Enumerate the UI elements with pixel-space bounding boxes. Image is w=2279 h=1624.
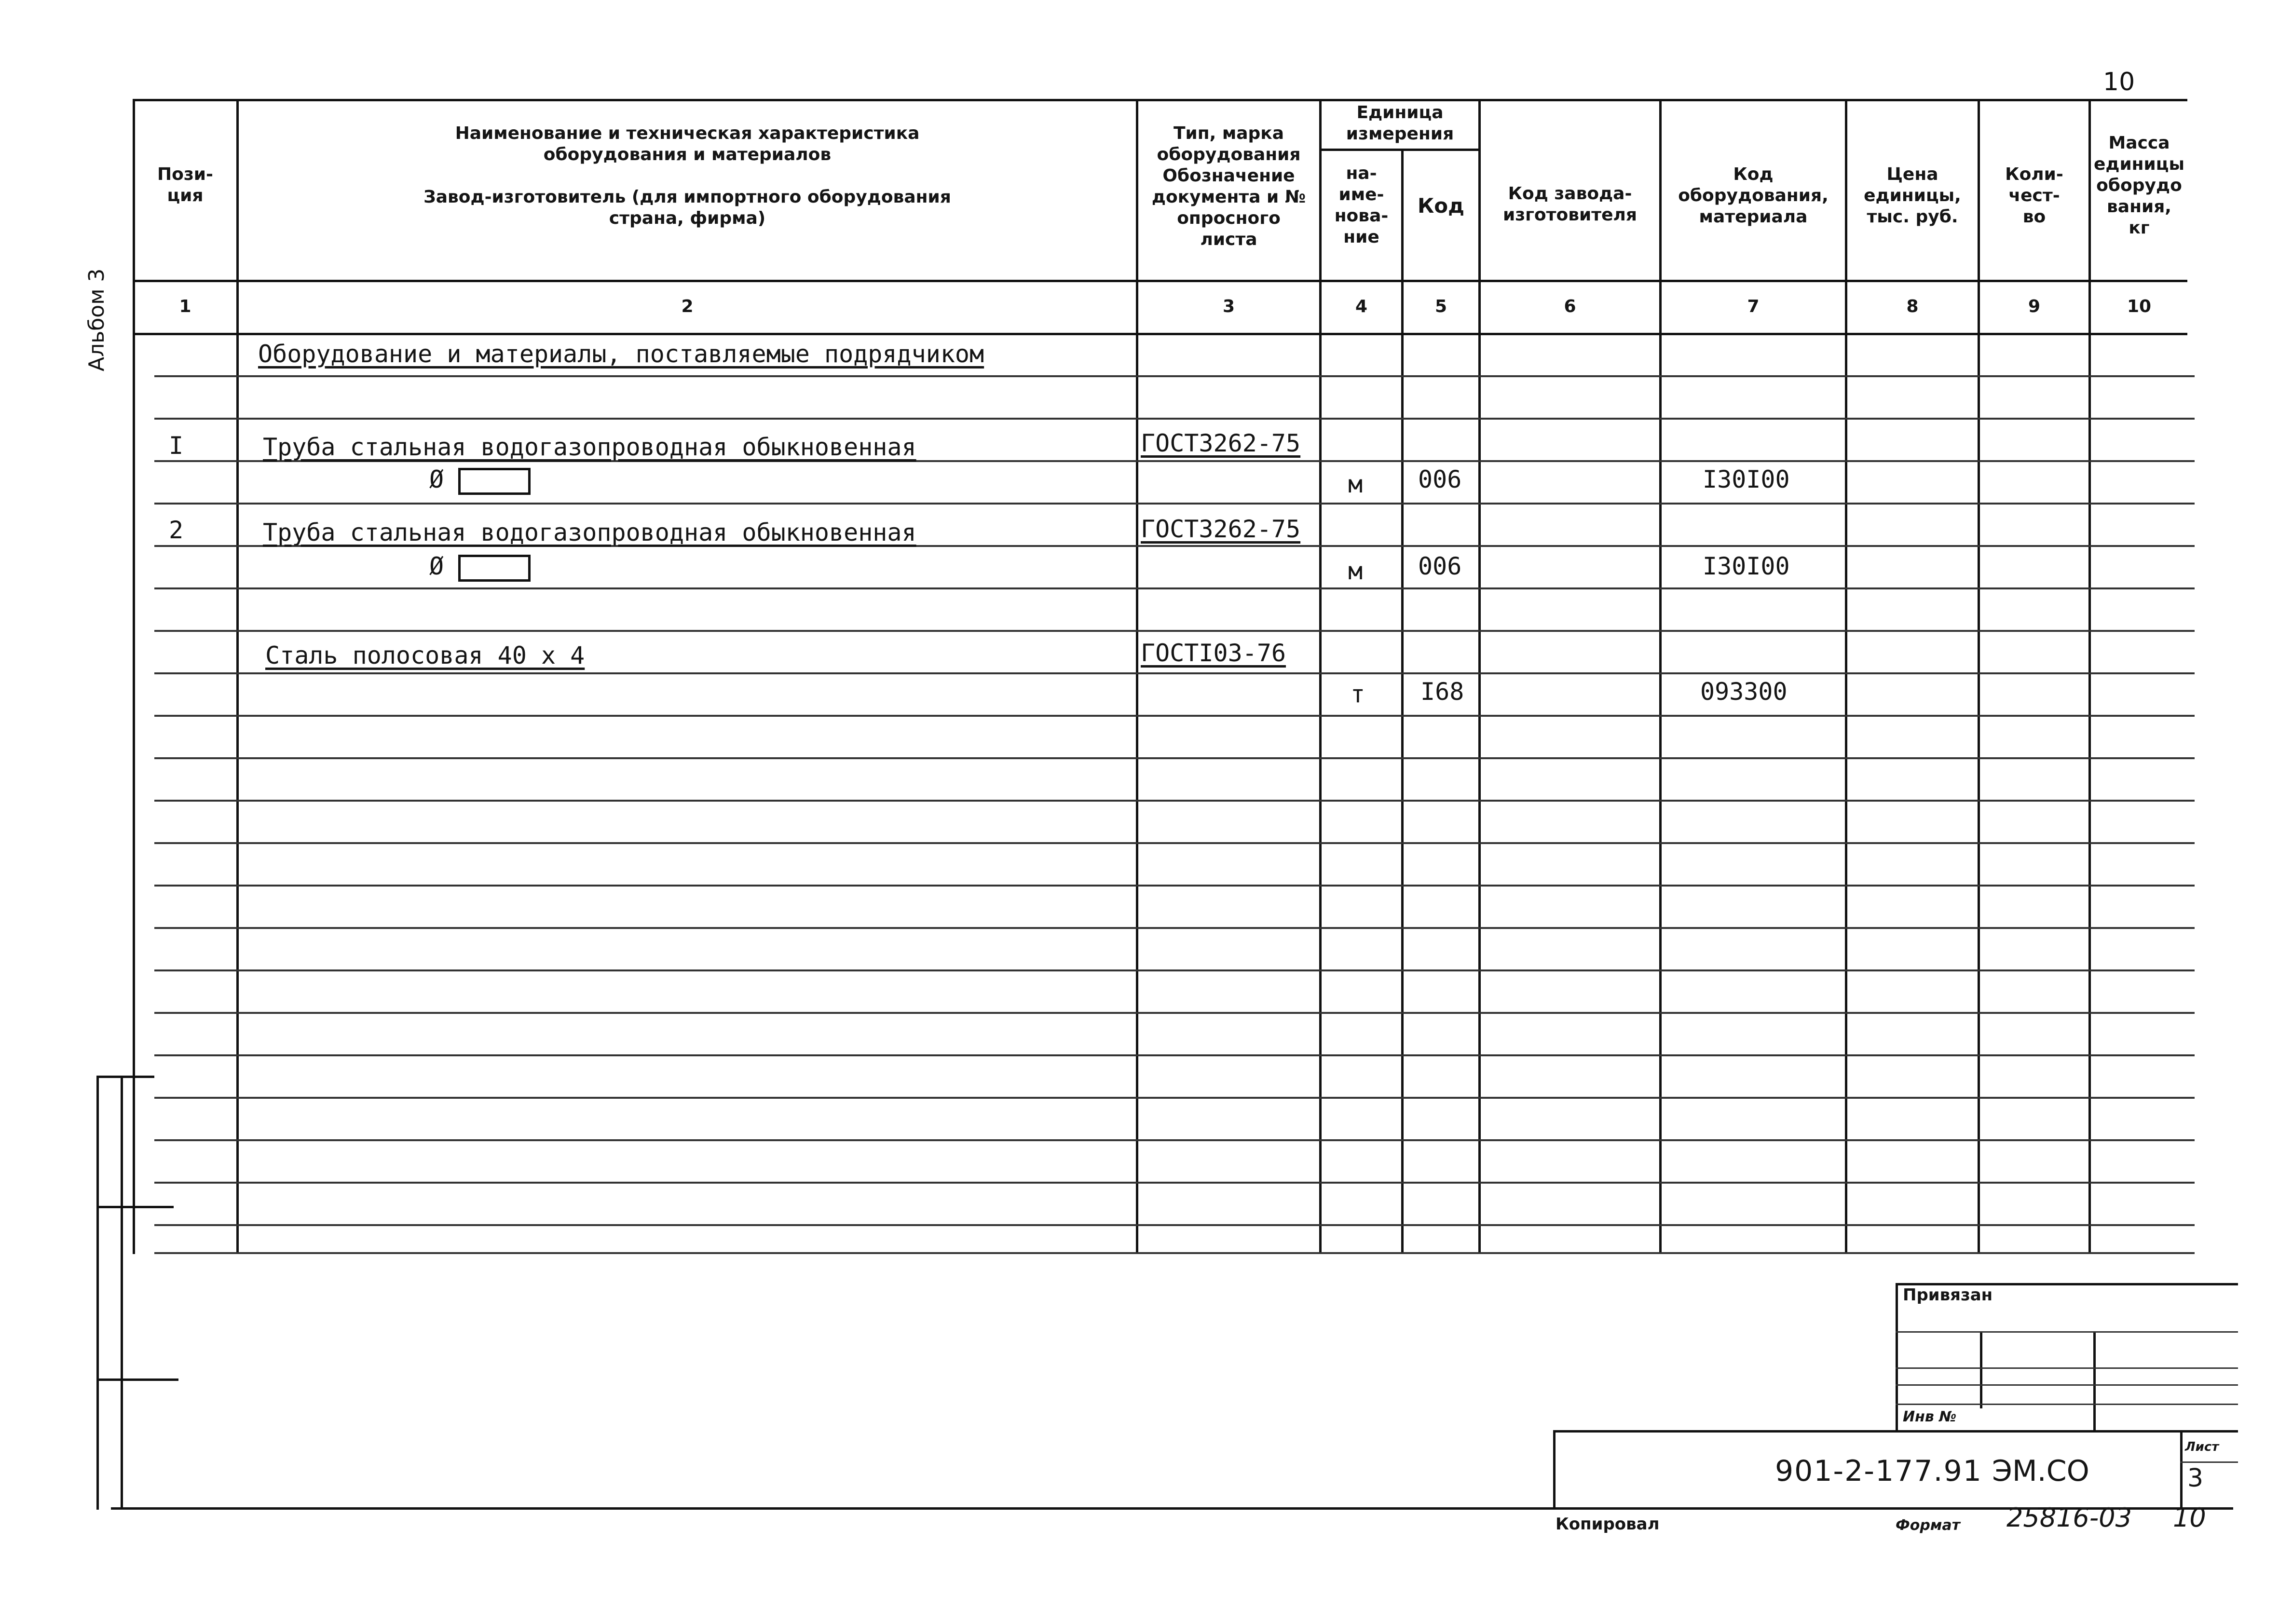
- document-code: 901-2-177.91: [1775, 1454, 1982, 1488]
- col-border-8: [1978, 99, 1980, 1254]
- row-line: [154, 927, 2195, 929]
- document-suffix: ЭМ.СО: [1992, 1454, 2089, 1488]
- column-number: 3: [1222, 297, 1235, 316]
- item2-unit: м: [1348, 557, 1363, 585]
- stamp-line: [1896, 1384, 2238, 1386]
- item2-position: 2: [169, 516, 184, 544]
- row-line: [154, 1012, 2195, 1014]
- row-line: [154, 672, 2195, 674]
- copied-label: Копировал: [1556, 1515, 1660, 1534]
- unit-subheader-divider: [1319, 149, 1478, 151]
- item1-doc: ГОСТ3262-75: [1141, 429, 1301, 457]
- column-number: 9: [2028, 297, 2041, 316]
- format-label: Формат: [1896, 1517, 1960, 1534]
- col-border-2: [1136, 99, 1138, 1254]
- column-number: 2: [681, 297, 694, 316]
- item1-name: Труба стальная водогазопроводная обыкновенная: [263, 433, 916, 461]
- archive-number: 25816-03: [2006, 1502, 2132, 1533]
- diameter-symbol: Ø: [429, 552, 444, 580]
- header-quantity: Коли- чест- во: [2005, 164, 2063, 227]
- item1-diameter: [429, 465, 531, 495]
- col-border-left: [133, 99, 135, 1254]
- row-line: [154, 842, 2195, 844]
- row-line: [154, 587, 2195, 589]
- header-factory-code: Код завода- изготовителя: [1502, 184, 1638, 225]
- column-number: 6: [1564, 297, 1576, 316]
- header-price: Цена единицы, тыс. руб.: [1864, 164, 1961, 227]
- item1-position: I: [169, 432, 184, 460]
- diameter-symbol: Ø: [429, 465, 444, 493]
- item3-material-code: 093300: [1700, 678, 1788, 706]
- row-line: [154, 418, 2195, 420]
- stamp-line: [2093, 1331, 2096, 1433]
- col-border-7: [1845, 99, 1847, 1254]
- number-row-border: [133, 333, 2187, 335]
- row-line: [154, 1139, 2195, 1141]
- stamp-line: [1553, 1430, 1556, 1510]
- row-line: [154, 715, 2195, 717]
- row-line: [154, 1224, 2195, 1226]
- sheet-number: 3: [2187, 1464, 2204, 1493]
- item3-name: Сталь полосовая 40 х 4: [265, 641, 585, 669]
- column-number: 7: [1747, 297, 1760, 316]
- stamp-line: [1896, 1404, 2238, 1405]
- row-line: [154, 1054, 2195, 1056]
- row-line: [154, 503, 2195, 505]
- archive-page: 10: [2173, 1502, 2206, 1533]
- item2-code: 006: [1418, 552, 1462, 580]
- item2-name: Труба стальная водогазопроводная обыкновенная: [263, 519, 916, 546]
- table-top-border: [133, 99, 2187, 101]
- stamp-line: [1980, 1331, 1982, 1408]
- inventory-label: Инв №: [1903, 1408, 1957, 1425]
- row-line: [154, 375, 2195, 377]
- bound-label: Привязан: [1903, 1285, 1993, 1305]
- row-line: [154, 1252, 2195, 1254]
- margin-line: [96, 1206, 174, 1208]
- item3-code: I68: [1420, 678, 1464, 706]
- header-bottom-border: [133, 280, 2187, 282]
- column-number: 1: [179, 297, 191, 316]
- page-number: 10: [2103, 68, 2135, 96]
- row-line: [154, 969, 2195, 971]
- stamp-line: [1553, 1430, 2238, 1433]
- row-line: [154, 1182, 2195, 1184]
- stamp-line: [2180, 1430, 2183, 1510]
- stamp-line: [2180, 1461, 2238, 1463]
- col-border-3: [1319, 99, 1322, 1254]
- margin-line: [121, 1076, 123, 1510]
- item2-doc: ГОСТ3262-75: [1141, 515, 1301, 543]
- column-number: 10: [2127, 297, 2152, 316]
- header-unit-code: Код: [1417, 194, 1465, 218]
- item1-unit: м: [1348, 470, 1363, 498]
- item1-code: 006: [1418, 465, 1462, 493]
- column-number: 8: [1906, 297, 1919, 316]
- row-line: [154, 757, 2195, 759]
- diameter-box: [458, 555, 531, 582]
- col-border-1: [236, 99, 239, 1254]
- item1-material-code: I30I00: [1703, 465, 1790, 493]
- stamp-line: [1896, 1367, 2238, 1369]
- header-position: Пози- ция: [157, 164, 213, 205]
- column-number: 5: [1434, 297, 1447, 316]
- section-title: Оборудование и материалы, поставляемые подрядчиком: [258, 340, 984, 368]
- header-type: Тип, марка оборудования Обозначение документа и № опросного листа: [1151, 123, 1306, 249]
- item3-unit: т: [1351, 680, 1365, 708]
- header-unit-name: на- име- нова- ние: [1334, 164, 1389, 247]
- stamp-line: [1896, 1331, 2238, 1333]
- header-material-code: Код оборудования, материала: [1678, 164, 1829, 227]
- header-name: Наименование и техническая характеристика оборудования и материалов Завод-изготовитель (для импортного оборудования страна, фирма): [423, 123, 951, 228]
- row-line: [154, 885, 2195, 887]
- row-line: [154, 630, 2195, 632]
- item3-doc: ГОСТI03-76: [1141, 639, 1286, 667]
- margin-line: [96, 1076, 99, 1510]
- item2-material-code: I30I00: [1703, 552, 1790, 580]
- col-border-9: [2088, 99, 2091, 1254]
- margin-line: [96, 1378, 178, 1381]
- row-line: [154, 800, 2195, 802]
- column-number: 4: [1355, 297, 1368, 316]
- item2-diameter: [429, 552, 531, 582]
- col-border-6: [1659, 99, 1662, 1254]
- row-line: [154, 1097, 2195, 1099]
- header-unit-group: Единица измерения: [1346, 103, 1454, 144]
- margin-line: [96, 1076, 154, 1078]
- sheet-label: Лист: [2185, 1440, 2219, 1454]
- margin-line: [111, 1507, 2233, 1510]
- header-mass: Масса единицы оборудо вания, кг: [2093, 133, 2185, 238]
- col-border-5: [1478, 99, 1481, 1254]
- diameter-box: [458, 468, 531, 495]
- stamp-line: [1896, 1283, 1898, 1433]
- album-label: Альбом 3: [84, 268, 109, 371]
